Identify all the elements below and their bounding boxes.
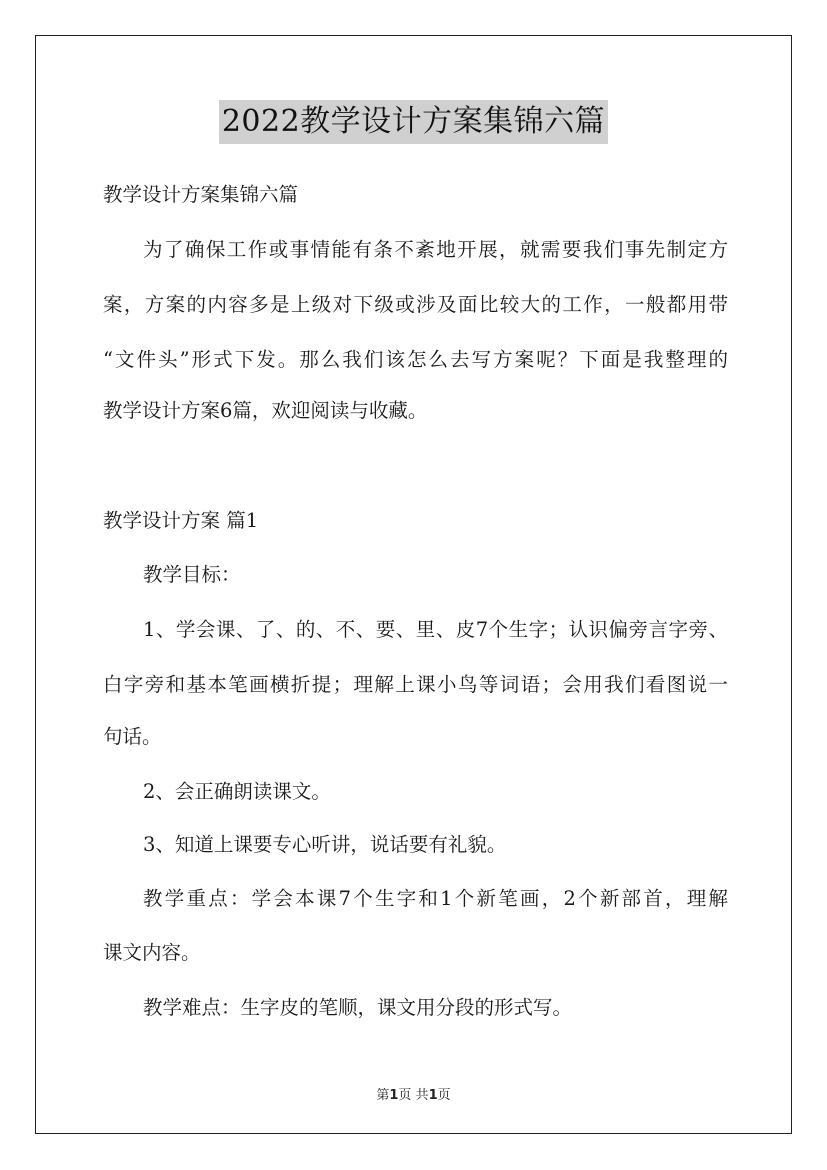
goals-label: 教学目标： bbox=[143, 563, 241, 586]
section-heading: 教学设计方案 篇1 bbox=[103, 509, 259, 532]
footer-page-total: 1 bbox=[428, 1088, 438, 1103]
key-points-line-1: 教学重点：学会本课7个生字和1个新笔画，2个新部首，理解 bbox=[143, 887, 728, 910]
goal3: 3、知道上课要专心听讲，说话要有礼貌。 bbox=[143, 833, 507, 856]
intro-line-3: “文件头”形式下发。那么我们该怎么去写方案呢？下面是我整理的 bbox=[103, 348, 728, 371]
document-subtitle: 教学设计方案集锦六篇 bbox=[103, 183, 299, 206]
footer-page-number: 1 bbox=[389, 1088, 399, 1103]
page-footer bbox=[0, 1084, 827, 1103]
title-container bbox=[0, 100, 827, 144]
intro-line-2: 案，方案的内容多是上级对下级或涉及面比较大的工作，一般都用带 bbox=[103, 293, 728, 316]
goal1-line-2: 白字旁和基本笔画横折提；理解上课小鸟等词语；会用我们看图说一 bbox=[103, 673, 728, 696]
footer-mid: 页 共 bbox=[398, 1088, 429, 1103]
goal1-line-1: 1、学会课、了、的、不、要、里、皮7个生字；认识偏旁言字旁、 bbox=[143, 618, 728, 641]
goal1-line-3: 句话。 bbox=[103, 725, 162, 748]
goal2: 2、会正确朗读课文。 bbox=[143, 780, 331, 803]
footer-prefix: 第 bbox=[376, 1088, 390, 1103]
intro-line-1: 为了确保工作或事情能有条不紊地开展，就需要我们事先制定方 bbox=[143, 238, 728, 261]
document-title: 2022教学设计方案集锦六篇 bbox=[219, 100, 608, 144]
difficulty: 教学难点：生字皮的笔顺，课文用分段的形式写。 bbox=[143, 996, 573, 1019]
key-points-line-2: 课文内容。 bbox=[103, 941, 201, 964]
footer-suffix: 页 bbox=[437, 1088, 451, 1103]
intro-line-4: 教学设计方案6篇，欢迎阅读与收藏。 bbox=[103, 399, 428, 422]
